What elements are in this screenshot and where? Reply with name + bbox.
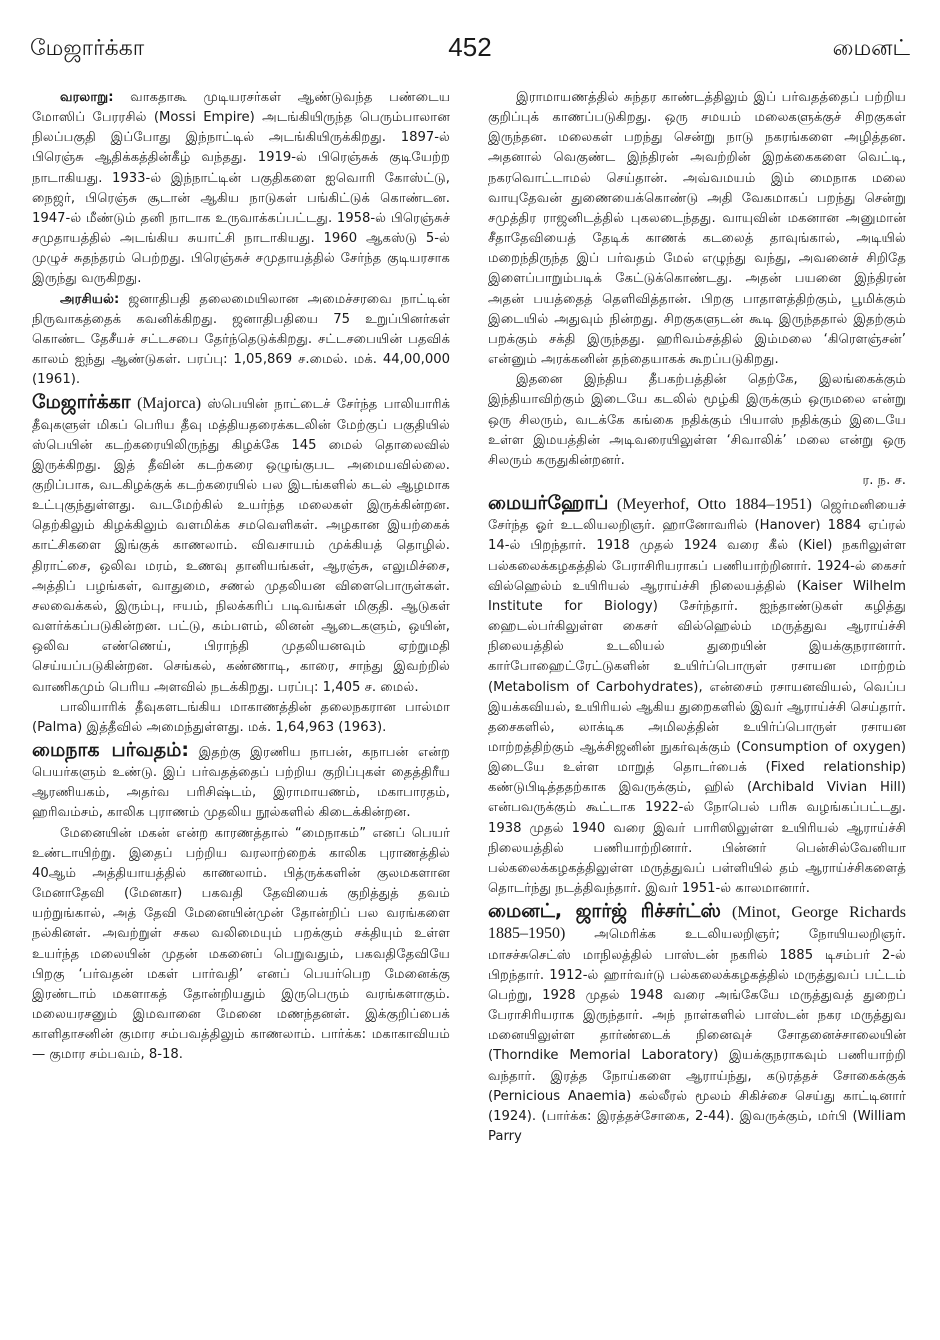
- majorca-heading: மேஜார்க்கா: [32, 391, 131, 414]
- mainaka-entry: [32, 740, 450, 824]
- page-header: [30, 30, 910, 70]
- minot-latin: (Minot, George Richards 1885–1950): [488, 904, 906, 943]
- mainaka-heading: மைநாக பர்வதம்:: [32, 739, 190, 761]
- history-text: வாகதாகூ முடியரசர்கள் ஆண்டுவந்த பண்டைய மோஸிப் பேரரசில் (Mossi Empire) அடங்கியிருந்த பெரும்பாலான நிலப்பகுதி இப்போது இந்நாட்டில் அடங்கியிருக்கிறது. 1897-ல் பிரெஞ்சு ஆதிக்கத்தின்கீழ் வந்தது. 1919-ல் பிரெஞ்சுக் குடியேற்ற நாடாகியது. 1933-ல் இந்நாட்டின் பகுதிகளை ஐவொரி கோஸ்ட்டு, நைஜர், பிரெஞ்சு சூடான் ஆகிய நாடுகள் பங்கிட்டுக் கொண்டன. 1947-ல் மீண்டும் தனி நாடாக உருவாக்கப்பட்டது. 1958-ல் பிரெஞ்சுச் சமுதாயத்தில் அடங்கிய சுயாட்சி நாடாகியது. 1960 ஆகஸ்டு 5-ல் முழுச் சுதந்தரம் பெற்றது. பிரெஞ்சுச் சமுதாயத்தில் சேர்ந்த குடியரசாக இருந்து வருகிறது.: [32, 90, 450, 287]
- minot-entry: [488, 901, 906, 1147]
- meyerhof-latin: (Meyerhof, Otto 1884–1951): [616, 496, 812, 514]
- mainaka-continued-2: [488, 370, 906, 491]
- meyerhof-heading: மையர்ஹோப்: [488, 492, 609, 515]
- minot-text: அமெரிக்க உடலியலறிஞர்; நோயியலறிஞர். மாசச்சுசெட்ஸ் மாநிலத்தில் பாஸ்டன் நகரில் 1885 டிசம்பர் 2-ல் பிறந்தார். 1912-ல் ஹார்வர்டு பல்கலைக்கழகத்தில் மருத்துவப் பட்டம் பெற்று, 1928 முதல் 1948 வரை அங்கேயே மருத்துவத் துறைப் பேராசிரியராக இருந்தார். அந் நாள்களில் பாஸ்டன் நகர மருத்துவ மனையிலுள்ள தார்ண்டைக் நினைவுச் சோதனைச்சாலையின் (Thorndike Memorial Laboratory) இயக்குநராகவும் பணியாற்றி வந்தார். இரத்த நோய்களை ஆராய்ந்து, கடுரத்தச் சோகைக்குக் (Pernicious Anaemia) கல்லீரல் மூலம் சிகிச்சை செய்து காட்டினார் (1924). (பார்க்க: இரத்தச்சோகை, 2-44). இவருக்கும், மர்பி (William Parry: [488, 927, 906, 1144]
- meyerhof-text: ஜெர்மனியைச் சேர்ந்த ஓர் உடலியலறிஞர். ஹானோவரில் (Hanover) 1884 ஏப்ரல் 14-ல் பிறந்தார். 1918 முதல் 1924 வரை கீல் (Kiel) நகரிலுள்ள பல்கலைக்கழகத்தில் பேராசிரியராகப் பணியாற்றினார். 1924-ல் கைசர் வில்ஹெல்ம் உயிரியல் ஆராய்ச்சி நிலையத்தில் (Kaiser Wilhelm Institute for Biology) சேர்ந்தார். ஐந்தாண்டுகள் கழித்து ஹைடல்பர்கிலுள்ள கைசர் வில்ஹெல்ம் மருத்துவ ஆராய்ச்சி நிலையத்தில் உடலியல் துறையின் இயக்குநரானார். கார்போஹைட்ரேட்டுகளின் உயிர்ப்பொருள் ரசாயன மாற்றம் (Metabolism of Carbohydrates), என்சைம் ரசாயனவியல், வெப்ப இயக்கவியல், உயிரியல் ஆகிய துறைகளில் இவர் ஆராய்ச்சி செய்தார். தசைகளில், லாக்டிக அமிலத்தின் உயிர்ப்பொருள் ரசாயன மாற்றத்திற்கும் ஆக்சிஜனின் நுகர்வுக்கும் (Consumption of oxygen) இடையே உள்ள மாறுத் தொடர்பைக் (Fixed relationship) கண்டுபிடித்ததற்காக இவருக்கும், ஹில் (Archibald Vivian Hill) என்பவருக்கும் கூட்டாக 1922-ல் நோபெல் பரிசு வழங்கப்பட்டது. 1938 முதல் 1940 வரை இவர் பாரிஸிலுள்ள உயிரியல் ஆராய்ச்சி நிலையத்தில் பணியாற்றினார். பின்னர் பென்சில்வேனியா பல்கலைக்கழகத்திலுள்ள மருத்துவப் பள்ளியில் தம் ஆராய்ச்சிகளைத் தொடர்ந்து நடத்திவந்தார். இவர் 1951-ல் காலமானார்.: [488, 498, 906, 897]
- mainaka-continued: இராமாயணத்தில் சுந்தர காண்டத்திலும் இப் பர்வதத்தைப் பற்றிய குறிப்புக் காணப்படுகிறது. ஒரு சமயம் மலைகளுக்குச் சிறகுகள் இருந்தன. மலைகள் பறந்து சென்று நாடு நகரங்களை அழித்தன. அதனால் வெகுண்ட இந்திரன் அவற்றின் இறக்கைகளை வெட்டி, நகரவொட்டாமல் செய்தான். அவ்வமயம் இம் மைநாக மலை வாயுதேவன் துணையைக்கொண்டு அதி வேகமாகப் பறந்து சென்று சமுத்திர ராஜனிடத்தில் புகலடைந்தது. வாயுவின் மகனான அனுமான் சீதாதேவியைத் தேடிக் காணக் கடலைத் தாவுங்கால், அடியில் மறைந்திருந்த இப் பர்வதம் மேல் எழுந்து வந்து, அவனைச் சிறிதே இளைப்பாறும்படிக் கேட்டுக்கொண்டது. அதன் பயனை இந்திரன் அதன் பயத்தைத் தெளிவித்தான். பிறகு பாதாளத்திற்கும், பூமிக்கும் இடையில் அதுவும் நின்றது. சிறகுகளுடன் கூடி இருந்ததால் இதற்கும் பறக்கும் சக்தி இருந்தது. ஹரிவம்சத்தில் இம்மலை ‘கிரௌஞ்சன்’ என்னும் அரக்கனின் தந்தையாகக் கூறப்படுகிறது.: [488, 90, 906, 368]
- header-right-word: மைனட்: [832, 36, 910, 61]
- history-paragraph: [32, 88, 450, 290]
- mainaka-text: இதற்கு இரணிய நாபன், கநாபன் என்ற பெயர்களும் உண்டு. இப் பர்வதத்தைப் பற்றிய குறிப்புகள் தைத்திரீய ஆரணியகம், அதர்வ பரிசிஷ்டம், இராமாயணம், மகாபாரதம், ஹரிவம்சம், காலிக புராணம் முதலிய நூல்களில் கிடைக்கின்றன.: [32, 745, 450, 821]
- mainaka-paragraph-2: மேனையின் மகன் என்ற காரணத்தால் “மைநாகம்” எனப் பெயர் உண்டாயிற்று. இதைப் பற்றிய வரலாற்றைக் காலிக புராணத்தில் 40ஆம் அத்தியாயத்தில் காணலாம். பித்ருக்களின் குலமகளான மேனாதேவி (மேனகா) பகவதி தேவியைக் குறித்துத் தவம் யற்றுங்கால், அத் தேவி மேனையின்முன் தோன்றிப் பல வரங்களை நல்கினள். அவற்றுள் சகல வலிமையும் பறக்கும் சக்தியும் உள்ள உயர்ந்த மலையின் முதன் மகனைப் பெறுவதும், பகவதிதேவியே பிறகு ‘பர்வதன் மகள் பார்வதி’ எனப் பெயர்பெற மேனைக்கு இரண்டாம் மகளாகத் தோன்றியதும் இருபெரும் வரங்களாகும். மலையரசனும் இமவானை மேனை மணந்தனள். இக்குறிப்பைக் காளிதாசனின் குமார சம்பவத்திலும் காணலாம். பார்க்க: மகாகாவியம் — குமார சம்பவம், 8-18.: [32, 825, 450, 1063]
- majorca-text: ஸ்பெயின் நாட்டைச் சேர்ந்த பாலியாரிக் தீவுகளுள் மிகப் பெரிய தீவு மத்தியதரைக்கடலின் மேற்குப் பகுதியில் ஸ்பெயின் கடற்கரையிலிருந்து கிழக்கே 145 மைல் தொலைவில் இருக்கிறது. இத் தீவின் கடற்கரை ஒழுங்குபட அமையவில்லை. குறிப்பாக, வடகிழக்குக் கடற்கரையில் பல இடங்களில் கடல் ஆழமாக உட்புகுந்துள்ளது. வடமேற்கில் உயர்ந்த மலைகள் இருக்கின்றன. தெற்கிலும் கிழக்கிலும் வளமிக்க சமவெளிகள். அழகான இயற்கைக் காட்சிகளை இங்குக் காணலாம். விவசாயம் முக்கியத் தொழில். திராட்சை, ஒலிவ மரம், உணவு தானியங்கள், ஆரஞ்சு, எலுமிச்சை, அத்திப் பழங்கள், வாதுமை, சணல் முதலியன விளைபொருள்கள். சலவைக்கல், இரும்பு, ஈயம், நிலக்கரிப் படிவங்கள் மிகுதி. ஆடுகள் வளர்க்கப்படுகின்றன. பட்டு, கம்பளம், லினன் ஆடைகளும், ஒயின், ஒலிவ எண்ணெய், பிராந்தி முதலியனவும் ஏற்றுமதி செய்யப்படுகின்றன. செங்கல், கண்ணாடி, காரை, சாந்து இவற்றில் வாணிகமும் பெரிய அளவில் நடக்கிறது. பரப்பு: 1,405 ச. மைல்.: [32, 397, 450, 695]
- page-number: 452: [448, 32, 492, 62]
- minot-heading: மைனட், ஜார்ஜ் ரிச்சர்ட்ஸ்: [488, 900, 721, 923]
- majorca-paragraph-2: பாலியாரிக் தீவுகளடங்கிய மாகாணத்தின் தலைநகரான பால்மா (Palma) இத்தீவில் அமைந்துள்ளது. மக். 1,64,963 (1963).: [32, 699, 450, 735]
- politics-paragraph: [32, 290, 450, 391]
- mainaka-continued-2-text: இதனை இந்திய தீபகற்பத்தின் தெற்கே, இலங்கைக்கும் இந்தியாவிற்கும் இடையே கடலில் மூழ்கி இருக்கும் ஒருமலை என்று ஒரு சிலரும், வடக்கே கங்கை நதிக்கும் பியாஸ் நதிக்கும் இடையே உள்ள இமயத்தின் அடிவரையிலுள்ள ‘சிவாலிக்’ மலை என்று ஒரு சிலரும் கருதுகின்றனர்.: [488, 372, 906, 468]
- majorca-entry: [32, 392, 450, 697]
- left-column: [32, 88, 450, 1066]
- majorca-latin: (Majorca): [137, 395, 202, 413]
- mainaka-signature: ர. ந. ச.: [862, 472, 906, 488]
- history-label: வரலாறு:: [60, 90, 114, 105]
- meyerhof-entry: [488, 493, 906, 899]
- right-column: [488, 88, 906, 1147]
- politics-text: ஜனாதிபதி தலைமையிலான அமைச்சரவை நாட்டின் நிருவாகத்தைக் கவனிக்கிறது. ஜனாதிபதியை 75 உறுப்பினர்கள் கொண்ட தேசீயச் சட்டசபை தேர்ந்தெடுக்கிறது. சட்டசபையின் பதவிக் காலம் ஐந்து ஆண்டுகள். பரப்பு: 1,05,869 ச.மைல். மக். 44,00,000 (1961).: [32, 291, 450, 388]
- politics-label: அரசியல்:: [60, 291, 120, 307]
- header-left-word: மேஜார்க்கா: [30, 36, 145, 61]
